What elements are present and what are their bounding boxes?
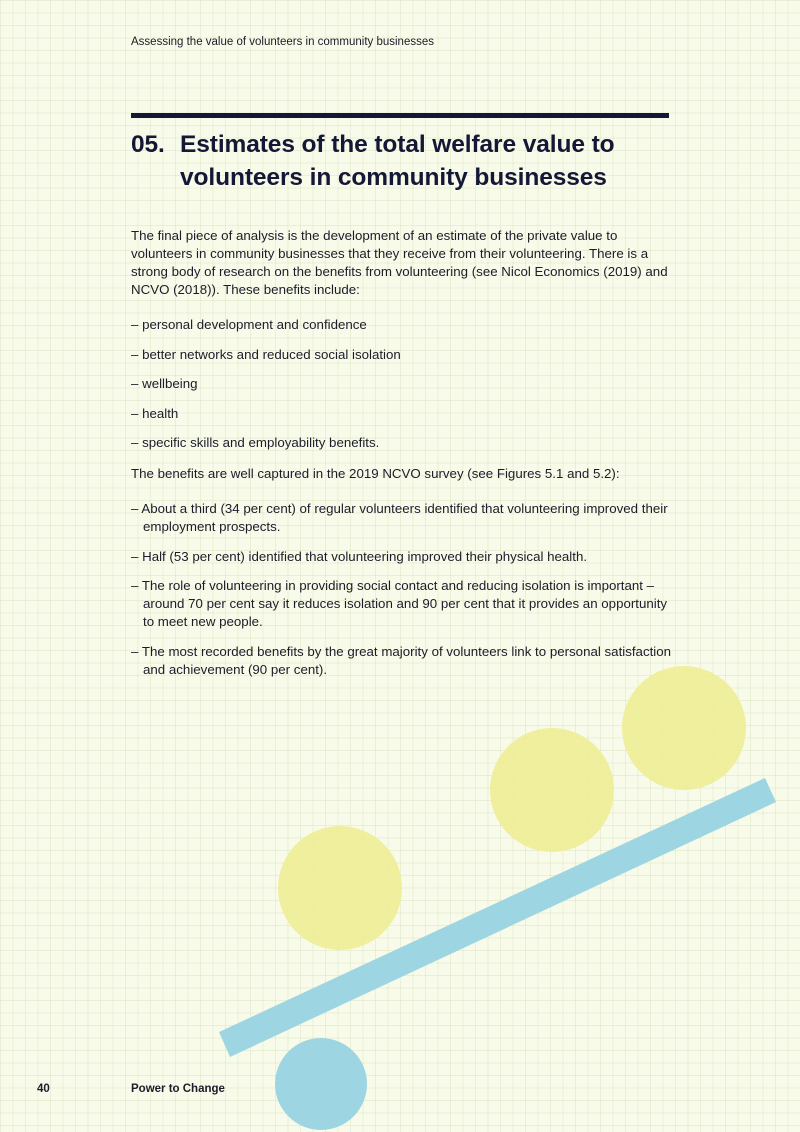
yellow-circle xyxy=(490,728,614,852)
list-item: – About a third (34 per cent) of regular volunteers identified that volunteering improved their employment prospects. xyxy=(131,501,668,534)
list-item: – The most recorded benefits by the great majority of volunteers link to personal satisfaction and achievement (90 per cent). xyxy=(131,643,672,677)
survey-lead-paragraph: The benefits are well captured in the 2019 NCVO survey (see Figures 5.1 and 5.2): xyxy=(131,466,620,481)
section-title-line-2: volunteers in community businesses xyxy=(180,164,607,191)
yellow-circle xyxy=(278,826,402,950)
list-item: – The role of volunteering in providing social contact and reducing isolation is important – around 70 per cent say it reduces isolation and 90 per cent that it provides an opportunity to meet new people. xyxy=(131,578,668,629)
section-title-line-1: Estimates of the total welfare value to xyxy=(180,131,615,158)
blue-circle xyxy=(275,1038,367,1130)
list-item: – specific skills and employability benefits. xyxy=(131,435,380,450)
list-item: – wellbeing xyxy=(131,376,198,391)
page-number: 40 xyxy=(37,1083,50,1095)
title-rule xyxy=(131,113,669,118)
intro-paragraph: The final piece of analysis is the development of an estimate of the private value to volunteers in community businesses that they receive from their volunteering. There is a strong body of research on the benefits from volunteering (see Nicol Economics (2019) and NCVO (2018)). These benefits include: xyxy=(131,228,668,297)
benefits-list xyxy=(131,316,676,452)
findings-list xyxy=(131,500,676,679)
blue-seesaw-bar xyxy=(219,778,776,1057)
list-item: – health xyxy=(131,405,179,421)
running-header: Assessing the value of volunteers in community businesses xyxy=(131,36,434,48)
body-text xyxy=(131,227,676,679)
list-item: – personal development and confidence xyxy=(131,317,367,332)
section-number: 05. xyxy=(131,131,165,158)
list-item: – Half (53 per cent) identified that volunteering improved their physical health. xyxy=(131,548,588,564)
section-title xyxy=(131,128,691,194)
yellow-circle xyxy=(622,666,746,790)
publisher-name: Power to Change xyxy=(131,1083,225,1095)
list-item: – better networks and reduced social isolation xyxy=(131,346,401,362)
